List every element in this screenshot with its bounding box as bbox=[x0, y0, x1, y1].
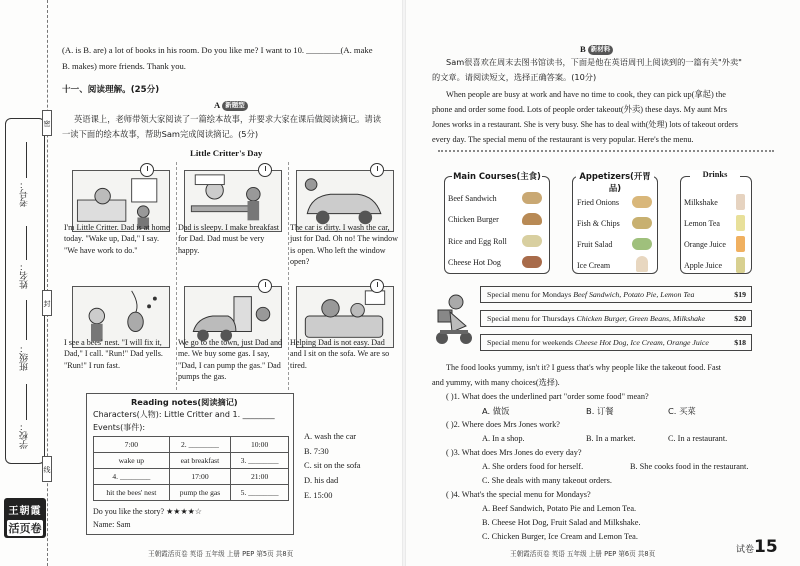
carryover-line-1: (A. is B. are) a lot of books in his room. Do you like me? I want to 10. ________(A. make bbox=[62, 45, 373, 55]
story-title: Little Critter's Day bbox=[190, 148, 263, 158]
blank-2[interactable]: 2. ________ bbox=[169, 437, 231, 453]
menu-item: Milkshake bbox=[684, 198, 718, 207]
panel-3-text: The car is dirty. I wash the car, just for Dad. Oh no! The window is open. Who left the window open? bbox=[290, 223, 398, 267]
events-table bbox=[93, 436, 289, 501]
right-footer: 王朝霞活页卷 英语 五年级 上册 PEP 第6页 共8页 bbox=[510, 550, 656, 558]
panel-5-text: We go to the town, just Dad and me. We buy some gas. I say, "Dad, I can pump the gas." Dad pumps the gas. bbox=[178, 338, 283, 382]
menu-item: Cheese Hot Dog bbox=[448, 258, 501, 267]
special-label: Special menu for Mondays bbox=[487, 290, 572, 299]
table-row bbox=[94, 453, 289, 469]
student-info-box bbox=[5, 118, 45, 464]
exam-number-line bbox=[26, 142, 27, 178]
part-b-intro-1: Sam很喜欢在周末去图书馆读书，下面是他在英语周刊上阅读到的一篇有关"外卖" bbox=[446, 57, 742, 67]
menu-item: Lemon Tea bbox=[684, 219, 720, 228]
school-line bbox=[26, 384, 27, 420]
q3-option-c: C. She deals with many takeout orders. bbox=[482, 476, 612, 485]
panel-divider-2 bbox=[288, 162, 289, 390]
ice-cream-icon bbox=[636, 256, 648, 272]
part-a-label: A bbox=[214, 100, 221, 110]
cut-mark-3: 线 bbox=[42, 456, 52, 482]
table-cell: 10:00 bbox=[231, 437, 289, 453]
table-cell: wake up bbox=[94, 453, 170, 469]
para-line-3: Jones works in a restaurant. She is very busy. She has to deal with(处理) lots of takeout orders bbox=[432, 120, 738, 129]
logo-line1: 王朝霞 bbox=[8, 506, 42, 517]
special-items: Beef Sandwich, Potato Pie, Lemon Tea bbox=[573, 290, 695, 299]
clock-icon bbox=[370, 279, 384, 293]
section-title: 十一、阅读理解。(25分) bbox=[62, 85, 160, 95]
clock-icon bbox=[258, 163, 272, 177]
table-cell: hit the bees' nest bbox=[94, 485, 170, 501]
blank-3[interactable]: 3. ________ bbox=[231, 453, 289, 469]
special-price: $18 bbox=[734, 338, 746, 347]
decorative-divider bbox=[438, 150, 774, 154]
q1-option-a: A. 做饭 bbox=[482, 406, 510, 416]
reading-notes-box bbox=[86, 393, 294, 535]
panel-6-text: Helping Dad is not easy. Dad and I sit on the sofa. We are so tired. bbox=[290, 338, 390, 370]
special-menu-weekends bbox=[480, 334, 752, 351]
q3-option-b: B. She cooks food in the restaurant. bbox=[630, 462, 749, 471]
special-label: Special menu for Thursdays bbox=[487, 314, 575, 323]
left-footer: 王朝霞活页卷 英语 五年级 上册 PEP 第5页 共8页 bbox=[148, 550, 294, 558]
option-e: E. 15:00 bbox=[304, 490, 333, 500]
blank-5[interactable]: 5. ________ bbox=[231, 485, 289, 501]
delivery-rider-icon bbox=[432, 292, 476, 346]
cut-mark-2: 封 bbox=[42, 290, 52, 316]
option-d: D. his dad bbox=[304, 476, 339, 486]
menu-item: Fruit Salad bbox=[577, 240, 613, 249]
panel-1-text: I'm Little Critter. Dad is at home today. "Wake up, Dad," I say. "We have work to do." bbox=[64, 223, 170, 255]
q2-option-c: C. In a restaurant. bbox=[668, 434, 728, 443]
q2-option-a: A. In a shop. bbox=[482, 434, 525, 443]
page-number bbox=[736, 537, 778, 557]
part-a-intro-1: 英语课上，老师带领大家阅读了一篇绘本故事，并要求大家在课后做阅读摘记。请读 bbox=[74, 114, 381, 124]
para-line-2: phone and order some food. Lots of people order takeout(外卖) these days. My aunt Mrs bbox=[432, 105, 727, 114]
notes-name: Name: Sam bbox=[93, 520, 131, 529]
class-label: 班级： bbox=[20, 344, 30, 371]
school-label: 学校： bbox=[20, 422, 30, 449]
q1-option-b: B. 订餐 bbox=[586, 406, 614, 416]
table-cell: 17:00 bbox=[169, 469, 231, 485]
table-cell: 21:00 bbox=[231, 469, 289, 485]
table-row bbox=[94, 437, 289, 453]
table-cell: 7:00 bbox=[94, 437, 170, 453]
menu-item: Rice and Egg Roll bbox=[448, 237, 507, 246]
special-menu-mondays bbox=[480, 286, 752, 303]
menu-main-title: Main Courses(主食) bbox=[453, 171, 541, 181]
closing-line-1: The food looks yummy, isn't it? I guess that's why people like the takeout food. Fast bbox=[446, 363, 722, 372]
sandwich-icon bbox=[522, 192, 542, 204]
menu-item: Orange Juice bbox=[684, 240, 726, 249]
special-menu-thursdays bbox=[480, 310, 752, 327]
q4-option-a: A. Beef Sandwich, Potato Pie and Lemon Tea. bbox=[482, 504, 637, 513]
part-b-intro-2: 的文章。请阅读短文，选择正确答案。(10分) bbox=[432, 72, 597, 82]
clock-icon bbox=[258, 279, 272, 293]
notes-characters: Characters(人物): Little Critter and 1. ________ bbox=[93, 410, 275, 419]
panel-2-text: Dad is sleepy. I make breakfast for Dad. Dad must be very happy. bbox=[178, 223, 280, 255]
lemon-tea-icon bbox=[736, 215, 745, 231]
egg-roll-icon bbox=[522, 235, 542, 247]
page-label: 试卷 bbox=[736, 545, 755, 555]
menu-item: Apple Juice bbox=[684, 261, 722, 270]
special-price: $20 bbox=[734, 314, 746, 323]
notes-events-label: Events(事件): bbox=[93, 423, 146, 432]
burger-icon bbox=[522, 213, 542, 225]
q2-option-b: B. In a market. bbox=[586, 434, 636, 443]
name-label: 姓名： bbox=[20, 262, 30, 289]
part-a-heading bbox=[214, 99, 248, 111]
part-b-badge: 新材料 bbox=[588, 45, 614, 54]
question-1: ( )1. What does the underlined part "order some food" mean? bbox=[446, 392, 649, 401]
hot-dog-icon bbox=[522, 256, 542, 268]
para-line-1: When people are busy at work and have no time to cook, they can pick up(拿起) the bbox=[446, 90, 726, 99]
clock-icon bbox=[370, 163, 384, 177]
fish-chips-icon bbox=[632, 217, 652, 229]
menu-drinks-title: Drinks bbox=[690, 170, 740, 179]
para-line-4: every day. The special menu of the restaurant is very popular. Here's the menu. bbox=[432, 135, 694, 144]
q1-option-c: C. 买菜 bbox=[668, 406, 696, 416]
menu-item: Chicken Burger bbox=[448, 215, 499, 224]
question-2: ( )2. Where does Mrs Jones work? bbox=[446, 420, 560, 429]
part-a-badge: 新题型 bbox=[222, 101, 248, 110]
special-label: Special menu for weekends bbox=[487, 338, 573, 347]
q3-option-a: A. She orders food for herself. bbox=[482, 462, 584, 471]
menu-item: Fried Onions bbox=[577, 198, 619, 207]
orange-juice-icon bbox=[736, 236, 745, 252]
cut-mark-1: 密 bbox=[42, 110, 52, 136]
clock-icon bbox=[140, 163, 154, 177]
onion-rings-icon bbox=[632, 196, 652, 208]
table-row bbox=[94, 469, 289, 485]
option-list bbox=[304, 430, 361, 504]
blank-4[interactable]: 4. ________ bbox=[94, 469, 170, 485]
panel-divider-1 bbox=[176, 162, 177, 390]
table-cell: pump the gas bbox=[169, 485, 231, 501]
menu-item: Beef Sandwich bbox=[448, 194, 497, 203]
logo-line2: 活页卷 bbox=[8, 522, 42, 535]
question-4: ( )4. What's the special menu for Mondays? bbox=[446, 490, 591, 499]
brand-logo bbox=[4, 498, 46, 538]
notes-title: Reading notes(阅读摘记) bbox=[131, 397, 238, 407]
page-gutter bbox=[402, 0, 406, 566]
table-cell: eat breakfast bbox=[169, 453, 231, 469]
table-row bbox=[94, 485, 289, 501]
q4-option-c: C. Chicken Burger, Ice Cream and Lemon Tea. bbox=[482, 532, 638, 541]
milkshake-icon bbox=[736, 194, 745, 210]
binding-strip bbox=[0, 0, 50, 566]
page-number-value: 15 bbox=[754, 537, 778, 557]
name-line bbox=[26, 226, 27, 260]
exam-number-label: 考号： bbox=[20, 180, 30, 207]
class-line bbox=[26, 300, 27, 340]
option-c: C. sit on the sofa bbox=[304, 461, 361, 471]
carryover-line-2: B. makes) more friends. Thank you. bbox=[62, 61, 186, 71]
notes-rating: Do you like the story? ★★★★☆ bbox=[93, 507, 202, 516]
closing-line-2: and yummy, with many choices(选择). bbox=[432, 378, 560, 387]
special-items: Chicken Burger, Green Beans, Milkshake bbox=[576, 314, 705, 323]
special-items: Cheese Hot Dog, Ice Cream, Orange Juice bbox=[574, 338, 709, 347]
part-b-label: B bbox=[580, 44, 586, 54]
option-a: A. wash the car bbox=[304, 432, 357, 441]
question-3: ( )3. What does Mrs Jones do every day? bbox=[446, 448, 582, 457]
q4-option-b: B. Cheese Hot Dog, Fruit Salad and Milkshake. bbox=[482, 518, 641, 527]
fruit-salad-icon bbox=[632, 238, 652, 250]
panel-4-text: I see a bees' nest. "I will fix it, Dad," I call. "Run!" Dad yells. "Run!" I run fast. bbox=[64, 338, 163, 370]
option-b: B. 7:30 bbox=[304, 446, 329, 456]
menu-appetizers-title: Appetizers(开胃品) bbox=[576, 170, 654, 194]
menu-item: Ice Cream bbox=[577, 261, 611, 270]
special-price: $19 bbox=[734, 290, 746, 299]
menu-item: Fish & Chips bbox=[577, 219, 620, 228]
part-a-intro-2: 一读下面的绘本故事，帮助Sam完成阅读摘记。(5分) bbox=[62, 129, 259, 139]
part-b-heading bbox=[580, 43, 613, 55]
apple-juice-icon bbox=[736, 257, 745, 273]
